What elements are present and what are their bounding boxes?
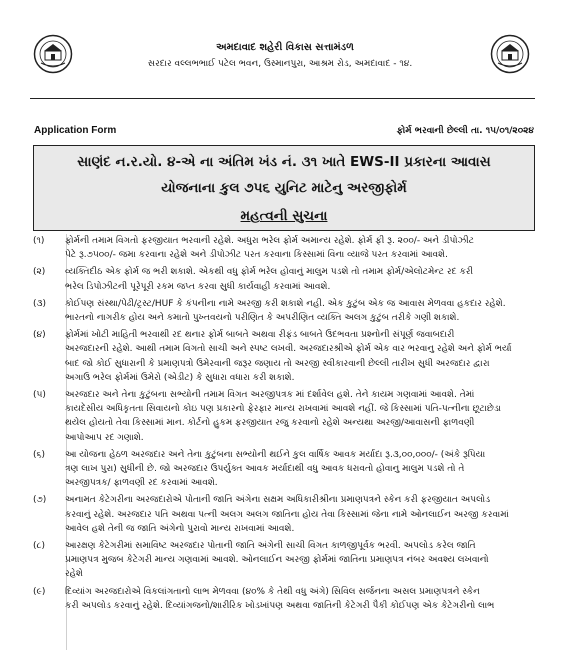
deadline-text: ફોર્મ ભરવાની છેલ્લી તા. ૧૫/૦૧/૨૦૨૪ [396,126,534,136]
organization-address: સરદાર વલ્લભભાઈ પટેલ ભવન, ઉસ્માનપુરા, આશ્રમ રોડ, અમદાવાદ - ૧૪. [147,59,413,69]
list-item-text [65,448,535,491]
list-item-line: આરક્ષણ કેટેગરીમાં સમાવિષ્ટ અરજદાર પોતાની જાતિ અંગેની સાચી વિગત કાળજીપૂર્વક ભરવી. અપલોડ કરેલ જાતિ [65,541,476,552]
list-item-text [65,265,535,293]
list-item-line: અરજદારની રહેશે. આથી તમામ વિગતો સાચી અને સ્પષ્ટ લખવી. અરજદારશ્રીએ ફોર્મ એક વાર ભરવાનુ રહેશે અને ફોર્મ ભર્યા [65,344,512,355]
list-item-text [65,297,535,325]
list-item-line: દિવ્યાંગ અરજદારોએ વિકલાંગતાનો લાભ મેળવવા (૪૦% કે તેથી વધુ અંગે) સિવિલ સર્જનના અસલ પ્રમાણપત્રને સ્કેન [65,586,480,597]
header-divider [30,98,535,99]
list-item-line: ભરેલ ડિપોઝીટની પૂરેપૂરી રકમ જપ્ત કરવા સુધી કાર્યવાહી કરવામાં આવશે. [65,281,331,292]
letterhead [0,34,563,104]
list-item-text [65,388,535,445]
list-item [33,585,535,613]
list-item [33,234,535,262]
list-item-line: અરજીપત્રક/ ફાળવણી રદ કરવામાં આવશે. [65,478,218,489]
list-item-line: રહેશે [65,569,83,580]
list-item [33,388,535,445]
list-item-line: ફોર્મમાં ખોટી માહિતી ભરવાથી રદ થનાર ફોર્મ બાબતે અથવા રીફંડ બાબતે ઉદભવતા પ્રશ્નોની સંપૂર્ણ જવાબદારી [65,330,455,341]
list-item-number: (૨) [33,267,46,278]
list-item-line: કરવાનું રહેશે. અરજદાર પતિ અથવા પત્ની અલગ અલગ જાતિના હોય તેવા કિસ્સામાં જેના નામે ઓનલાઈન અરજી કરવામાં [65,509,509,520]
list-item-text [65,585,535,613]
list-item [33,448,535,491]
list-item-number: (૭) [33,495,47,506]
list-item-number: (૫) [33,390,46,401]
list-item-number: (૪) [33,330,46,341]
list-item-line: ફોર્મની તમામ વિગતો ફરજીયાત ભરવાની રહેશે. અધુરા ભરેલ ફોર્મ અમાન્ય રહેશે. ફોર્મ ફી રૂ. ૨૦૦/- અને ડીપોઝીટ [65,236,474,246]
list-item-text [65,539,535,582]
list-item-line: આપોઆપ રદ ગણાશે. [65,432,144,443]
list-item-line: અરજદાર અને તેના કુટુંબના સભ્યોની તમામ વિગત અરજીપત્રક માં દર્શાવેલ હશે. તેને કાયમ ગણવામાં આવશે. તેમાં [65,390,475,401]
list-item [33,265,535,293]
important-notice-heading: મહત્વની સુચના [240,208,328,224]
list-item-line: પેટે રૂ.૭૫૦૦/- જમા કરવાના રહેશે અને ડીપોઝીટ પરત કરવાના કિસ્સામાં વિના વ્યાજે પરત કરવામાં આવશે. [65,250,448,261]
list-item-line: ભારતનો નાગરીક હોય અને કમાતો પુખ્તવયનો પરીણિત કે અપરીણિત વ્યક્તિ અલગ કુટુંબ તરીકે ગણી શકાશે. [65,313,460,324]
list-item-text [65,493,535,536]
list-item [33,328,535,385]
list-item-line: કાયદેસીય અધિકૃતતા સિવાયનો કોઇ પણ પ્રકારનો ફેરફાર માન્ય રાખવામાં આવશે નહીં. જે કિસ્સામાં પતિ-પત્નીના છૂટાછેડા [65,404,501,415]
list-item-line: પ્રમાણપત્ર મુજબ કેટેગરી માન્ય ગણવામાં આવશે. ઓનલાઈન અરજી ફોર્મમાં જાતિના પ્રમાણપત્ર નંબર અવશ્ય લખવાનો [65,555,489,566]
list-item-line: અગાઉ ભરેલ ફોર્મમાં ઉમેરો (એડીટ) કે સુધારા વધારા કરી શકાશે. [65,372,295,383]
list-item-line: થયેલ હોયતો તેવા કિસ્સામાં માન. કોર્ટનો હુકમ ફરજીયાત રજુ કરવાનો રહેશે અન્યથા અરજી/આવાસની ફાળવણી [65,418,475,429]
form-info-line [34,124,534,138]
auda-seal-icon [490,34,530,74]
scheme-title-line-1: સાણંદ ન.ર.યો. ૪-એ ના અંતિમ ખંડ નં. ૩૧ ખાતે EWS-II પ્રકારના આવાસ [77,154,491,170]
list-item-line: આ યોજના હેઠળ અરજદાર અને તેના કુટુંબના સભ્યોની થઈને કુલ વાર્ષિક આવક મર્યાદા રૂ.૩,૦૦,૦૦૦/- (અંકે રૂપિયા [65,449,486,460]
list-item-line: કોઈપણ સંસ્થા/પેઢી/ટ્રસ્ટ/HUF કે કંપનીના નામે અરજી કરી શકાશે નહી. એક કુટુંબ એક જ આવાસ મેળવવા હકદાર રહેશે. [65,298,506,309]
list-item [33,297,535,325]
list-item-number: (૧) [33,236,45,246]
list-item-line: વ્યક્તિદીઠ એક ફોર્મ જ ભરી શકાશે. એકથી વધુ ફોર્મ ભરેલ હોવાનું માલુમ પડશે તો તમામ ફોર્મ/એલોટમેન્ટ રદ કરી [65,267,474,278]
list-item-number: (૯) [33,586,46,597]
auda-seal-icon [33,34,73,74]
list-item-line: ત્રણ લાખ પુરા) સુધીની છે. જો અરજદાર ઉપર્યુક્ત આવક મર્યાદાથી વધુ આવક ધરાવતો હોવાનુ માલુમ પડશે તો તે [65,464,465,475]
list-item-number: (૮) [33,541,45,552]
list-item-line: કરી અપલોડ કરવાનું રહેશે. દિવ્યાંગજનો/શારીરિક ખોડખાંપણ અથવા જાતિની કેટેગરી પૈકી કોઈપણ એક કેટેગરીનો લાભ [65,600,495,611]
list-item-text [65,234,535,262]
list-item-number: (૩) [33,298,47,309]
list-item [33,493,535,536]
list-item-line: આવેલ હશે તેની જ જાતિ અંગેનો પુરાવો માન્ય રાખવામાં આવશે. [65,523,295,534]
title-box [33,145,535,231]
list-item-line: અનામત કેટેગરીના અરજદારોએ પોતાની જાતિ અંગેના સક્ષમ અધિકારીશ્રીના પ્રમાણપત્રને સ્કેન કરી ફરજીયાત અપલોડ [65,495,491,506]
list-item-line: બાદ જો કોઈ સુધારાની કે પ્રમાણપત્રો ઉમેરવાની જરૂર જણાય તો અરજી સ્વીકારવાની છેલ્લી તારીખ સુધી અરજદાર દ્વારા [65,358,490,369]
list-item-number: (૬) [33,449,46,460]
instructions-list [33,234,535,613]
scheme-title-line-2: યોજનાના કુલ ૭૫૬ યુનિટ માટેનુ અરજીફોર્મ [161,180,407,196]
list-item [33,539,535,582]
organization-name: અમદાવાદ શહેરી વિકાસ સત્તામંડળ [216,42,354,53]
application-form-label: Application Form [34,125,117,136]
list-item-text [65,328,535,385]
